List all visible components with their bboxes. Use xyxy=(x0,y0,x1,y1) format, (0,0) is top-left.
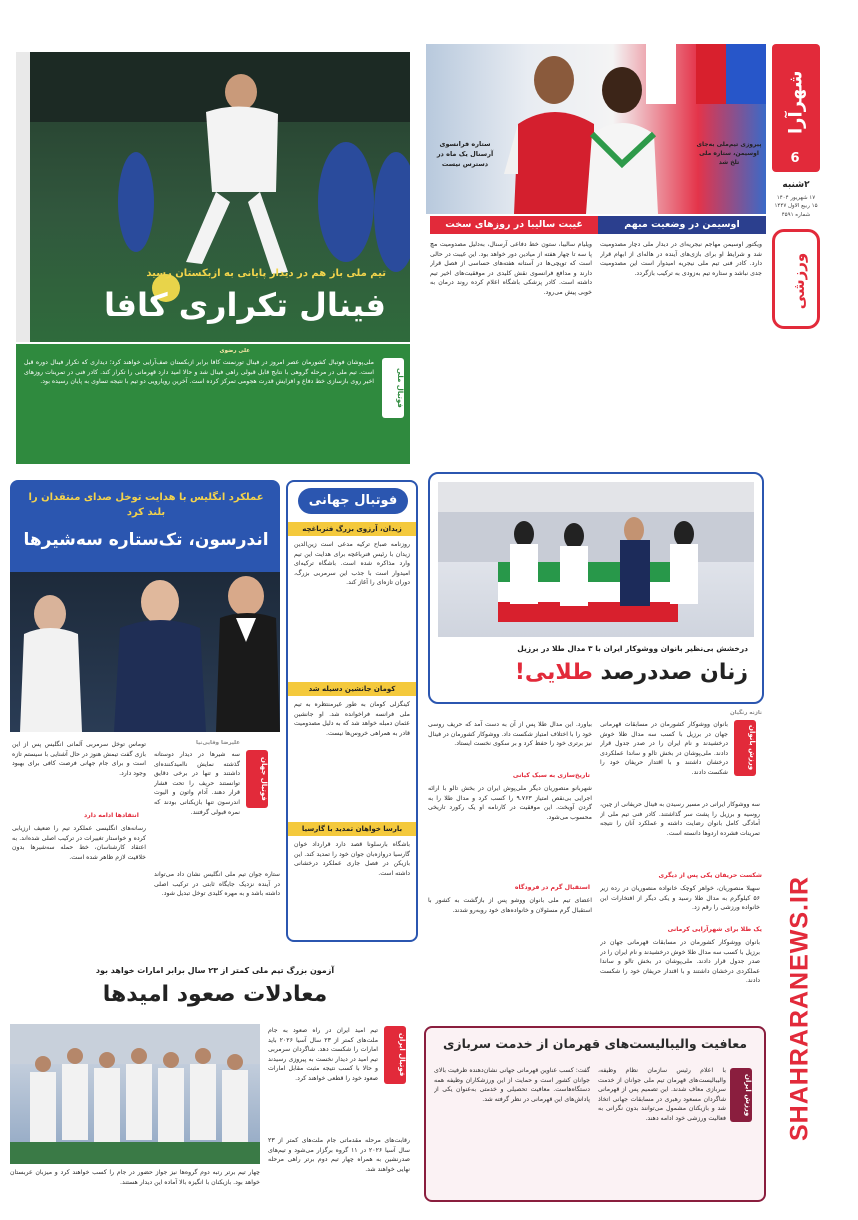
women-body-left-b: شهربانو منصوریان دیگر ملی‌پوش ایران در بخش تالو با ارائه اجرایی بی‌نقص امتیاز ۹.۷۶۳ را کسب کرد و مدال طلا را به گردن آویخت. این موفقیت در کارنامه او یک رکورد تاریخی محسوب می‌شود. xyxy=(428,785,592,821)
england-photo xyxy=(10,572,280,732)
women-body-right-b: سه ووشوکار ایرانی در مسیر رسیدن به فینال حریفانی از چین، روسیه و برزیل را پشت سر گذاشتند. کادر فنی تیم ملی از آمادگی کامل بانوان رضایت داشته و عملکرد آنان را نتیجه تمرینات فشرده اردوها دانسته است. xyxy=(600,801,760,837)
weekday: ۲شنبه xyxy=(782,180,810,190)
u23-body-2: رقابت‌های مرحله مقدماتی جام ملت‌های کمتر از ۲۳ سال آسیا ۲۰۲۶ در ۱۱ گروه برگزار می‌شود و تیم‌های صدرنشین به همراه چهار تیم دوم برتر راهی مرحله نهایی خواهند شد. xyxy=(268,1137,410,1173)
women-kicker: درخشش بی‌نظیر بانوان ووشوکار ایران با ۳ مدال طلا در برزیل xyxy=(517,644,748,653)
england-headline: اندرسون، تک‌ستاره سه‌شیرها xyxy=(23,530,269,550)
women-sub-1: شکست حریفان یکی پس از دیگری xyxy=(658,872,762,879)
u23-photo xyxy=(10,1024,260,1164)
military-body-left: گفت: کسب عناوین قهرمانی جهانی نشان‌دهنده ظرفیت بالای جوانان کشور است و حمایت از این ورزشکاران وظیفه همه دستگاه‌هاست. معافیت تحصیلی و خدمتی به‌عنوان یکی از پاداش‌های این قهرمانی در نظر گرفته شد. xyxy=(434,1067,590,1103)
masthead xyxy=(768,44,824,1204)
england-header xyxy=(10,480,280,572)
military-box xyxy=(424,1026,766,1202)
date-lunar: ۱۵ ربیع الاول ۱۴۴۷ xyxy=(774,203,818,210)
issue-date xyxy=(768,194,824,219)
world-h3: بارسا خواهان تمدید با گارسیا xyxy=(288,822,416,836)
england-body-4: ستاره جوان تیم ملی انگلیس نشان داد می‌تواند در آینده نزدیک جایگاه ثابتی در ترکیب اصلی داشته باشد و به مهره کلیدی توخل تبدیل شود. xyxy=(154,871,280,898)
brand-logo[interactable]: شهرآرا xyxy=(772,44,820,172)
england-body-3: رسانه‌های انگلیسی عملکرد تیم را ضعیف ارزیابی کرده و خواستار تغییرات در ترکیب اصلی شده‌اند. به اعتقاد کارشناسان، خط حمله سه‌شیرها بدون خلاقیت لازم ظاهر شده است. xyxy=(12,825,146,861)
feature-kicker: تیم ملی باز هم در دیدار پایانی به ازبکستان رسید xyxy=(146,268,386,279)
tag-women-sport: ورزش بانوان xyxy=(734,720,756,776)
u23-headline: معادلات صعود امیدها xyxy=(102,982,328,1007)
women-body-left-c: اعضای تیم ملی بانوان ووشو پس از بازگشت به کشور با استقبال گرم مسئولان و خانواده‌های خود روبه‌رو شدند. xyxy=(428,897,592,914)
feature-byline: علی رضوی xyxy=(219,348,250,354)
women-sub-3: تاریخ‌سازی به سبک کیانی xyxy=(512,772,590,779)
players-illustration xyxy=(426,44,766,214)
wushu-photo xyxy=(438,482,754,637)
women-headline-main: زنان صددرصد xyxy=(592,660,748,685)
headline-saliba: غیبت سالیبا در روزهای سخت xyxy=(430,216,598,234)
date-solar: ۱۷ شهریور ۱۴۰۴ xyxy=(776,195,816,201)
england-illustration xyxy=(10,572,280,732)
page-number: 6 xyxy=(782,146,808,172)
military-headline: معافیت والیبالیست‌های قهرمان از خدمت سربازی xyxy=(442,1036,748,1051)
world-h1: زیدان، آرزوی بزرگ فنرباغچه xyxy=(288,522,416,536)
women-sub-2: یک طلا برای شهرآرایی کرمانی xyxy=(667,926,762,933)
world-title: فوتبال جهانی xyxy=(298,488,408,514)
world-b3: باشگاه بارسلونا قصد دارد قرارداد خوان گارسیا دروازه‌بان جوان خود را تمدید کند. این بازیکن در فصل جاری عملکرد درخشانی داشته است. xyxy=(294,841,410,877)
women-frame xyxy=(428,472,764,704)
wushu-illustration xyxy=(438,482,754,637)
world-b1: روزنامه صباح ترکیه مدعی است زین‌الدین زیدان با رئیس فنرباغچه برای هدایت این تیم وارد مذاکره شده است. باشگاه ترکیه‌ای امیدوار است با جذب این سرمربی بزرگ، دوران تازه‌ای را آغاز کند. xyxy=(294,541,410,587)
u23-body-3: چهار تیم برتر رتبه دوم گروه‌ها نیز جواز حضور در جام را کسب خواهند کرد و میزبان عربستان خواهد بود. بازیکنان با انگیزه بالا آماده این دیدار هستند. xyxy=(10,1169,260,1186)
u23-illustration xyxy=(10,1024,260,1164)
feature-headline: فینال تکراری کافا xyxy=(104,286,386,324)
women-body-right-d: بانوان ووشوکار کشورمان در مسابقات قهرمانی جهان در برزیل با کسب سه مدال طلا خوش درخشیدند و نام ایران را در صدر جدول قرار دادند. ملی‌پوشان در بخش تالو و ساندا عملکردی درخشان داشتند و با اقتدار حریفان خود را شکست دادند. xyxy=(600,939,760,985)
women-byline: نازنه رنگیان xyxy=(729,710,762,716)
women-headline xyxy=(515,660,748,685)
caption-osimhen: پیروزی تیم‌ملی به‌جای اوسیمن، ستاره ملی تلخ شد xyxy=(696,141,762,166)
military-body-right: با اعلام رئیس سازمان نظام وظیفه، والیبالیست‌های قهرمان تیم ملی جوانان از خدمت سربازی معاف شدند. این تصمیم پس از قهرمانی شاگردان مسعود رهبری در مسابقات جهانی اتخاذ شد و بازیکنان مشمول می‌توانند بدون نگرانی به فعالیت ورزشی خود ادامه دهند. xyxy=(598,1067,726,1123)
england-sub-1: انتقادها ادامه دارد xyxy=(84,812,139,819)
world-b2: کینگزلی کومان به طور غیرمنتظره به تیم ملی فرانسه فراخوانده شد. او جانشین عثمان دمبله خواهد شد که به دلیل مصدومیت قادر به همراهی خروس‌ها نیست. xyxy=(294,701,410,737)
tag-world-football: فوتبال جهان xyxy=(246,750,268,808)
section-badge: ورزشی xyxy=(772,229,820,329)
feature-text-box xyxy=(16,344,410,464)
players-photo xyxy=(426,44,766,214)
england-byline: علیرضا وفایی‌نیا xyxy=(196,740,241,746)
feature-photo xyxy=(16,52,410,342)
england-body-2: توماس توخل سرمربی آلمانی انگلیس پس از این بازی گفت تیمش هنوز در حال آشنایی با سیستم تازه است و برای جام جهانی فرصت کافی برای بهبود وجود دارد. xyxy=(12,741,146,777)
world-h2: کومان جانشین دسیله شد xyxy=(288,682,416,696)
women-body-left: بیاورد. این مدال طلا پس از آن به دست آمد که حریف روسی خود را با اختلاف امتیاز شکست داد. ووشوکار کشورمان در فینال نیز برتری خود را حفظ کرد و بر سکوی نخست ایستاد. xyxy=(428,721,592,748)
tag-national-football: فوتبال ملی xyxy=(382,358,404,418)
issue-number: شماره ۴۵۹۱ xyxy=(781,211,811,218)
saliba-body: ویلیام سالیبا، ستون خط دفاعی آرسنال، به‌دلیل مصدومیت مچ پا سه تا چهار هفته از میادین دور خواهد بود. این غیبت در حالی است که توپچی‌ها در آستانه هفته‌های حساسی از فصل قرار دارند و مدافع فرانسوی نقش کلیدی در موفقیت‌های اخیر تیم داشته است. کادر پزشکی باشگاه اعلام کرده روند درمان به خوبی پیش می‌رود. xyxy=(430,241,592,297)
england-kicker: عملکرد انگلیس با هدایت توخل صدای منتقدان را بلند کرد xyxy=(28,492,264,518)
england-body-1: سه شیرها در دیدار دوستانه گذشته نمایش ناامیدکننده‌ای داشتند و تنها در برخی دقایق توانستند حریف را تحت فشار قرار دهند. آدام واتون و الیوت اندرسون تنها بازیکنانی بودند که نمره قبولی گرفتند. xyxy=(154,751,240,816)
women-headline-accent: طلایی! xyxy=(514,660,593,685)
feature-body: ملی‌پوشان فوتبال کشورمان عصر امروز در فینال تورنمنت کافا برابر ازبکستان صف‌آرایی خواهند کرد؛ دیداری که تکرار فینال دوره قبل است. تیم ملی در مرحله گروهی با نتایج قابل قبولی راهی فینال شد و حالا امید دارد قهرمانی را تکرار کند. کادر فنی در تمرینات روزهای اخیر روی بازسازی خط دفاع و افزایش قدرت هجومی تمرکز کرده است. آخرین رویارویی دو تیم با نتیجه تساوی به پایان رسیده بود. xyxy=(24,359,374,386)
tag-iran-sport: ورزش ایران xyxy=(730,1068,752,1122)
osimhen-body: ویکتور اوسیمن مهاجم نیجریه‌ای در دیدار ملی دچار مصدومیت شد و شرایط او برای بازی‌های آینده در هاله‌ای از ابهام قرار دارد. کادر فنی تیم ملی نیجریه امیدوار است این مصدومیت جدی نباشد و ستاره تیم به‌زودی به ترکیب بازگردد. xyxy=(600,241,762,277)
u23-kicker: آزمون بزرگ تیم ملی کمتر از ۲۳ سال برابر امارات خواهد بود xyxy=(95,966,335,975)
women-body-right-c: سهیلا منصوریان، خواهر کوچک خانواده منصوریان در رده زیر ۵۶ کیلوگرم به مدال طلا رسید و یکی دیگر از افتخارات این خانواده ورزشی را رقم زد. xyxy=(600,885,760,912)
u23-body-1: تیم امید ایران در راه صعود به جام ملت‌های کمتر از ۲۳ سال آسیا ۲۰۲۶ باید امارات را شکست دهد. شاگردان سرمربی تیم امید در دیدار نخست به پیروزی رسیدند و حالا با کسب نتیجه مثبت مقابل امارات صعود خود را قطعی خواهند کرد. xyxy=(268,1027,378,1083)
caption-saliba: ستاره فرانسوی آرسنال یک ماه در دسترس نیست xyxy=(436,140,494,168)
website-vertical[interactable]: SHAHRARANEWS.IR xyxy=(785,876,814,1141)
world-column xyxy=(286,480,418,942)
headline-osimhen: اوسیمن در وضعیت مبهم xyxy=(598,216,766,234)
women-body-right: بانوان ووشوکار کشورمان در مسابقات قهرمانی جهان در برزیل با کسب سه مدال طلا خوش درخشیدند و نام ایران را در صدر جدول قرار دادند. ملی‌پوشان در بخش تالو و ساندا عملکردی درخشان داشتند و با اقتدار حریفان خود را شکست دادند. xyxy=(600,721,728,777)
tag-iran-football: فوتبال ایران xyxy=(384,1026,406,1084)
women-sub-4: استقبال گرم در فرودگاه xyxy=(514,884,590,891)
